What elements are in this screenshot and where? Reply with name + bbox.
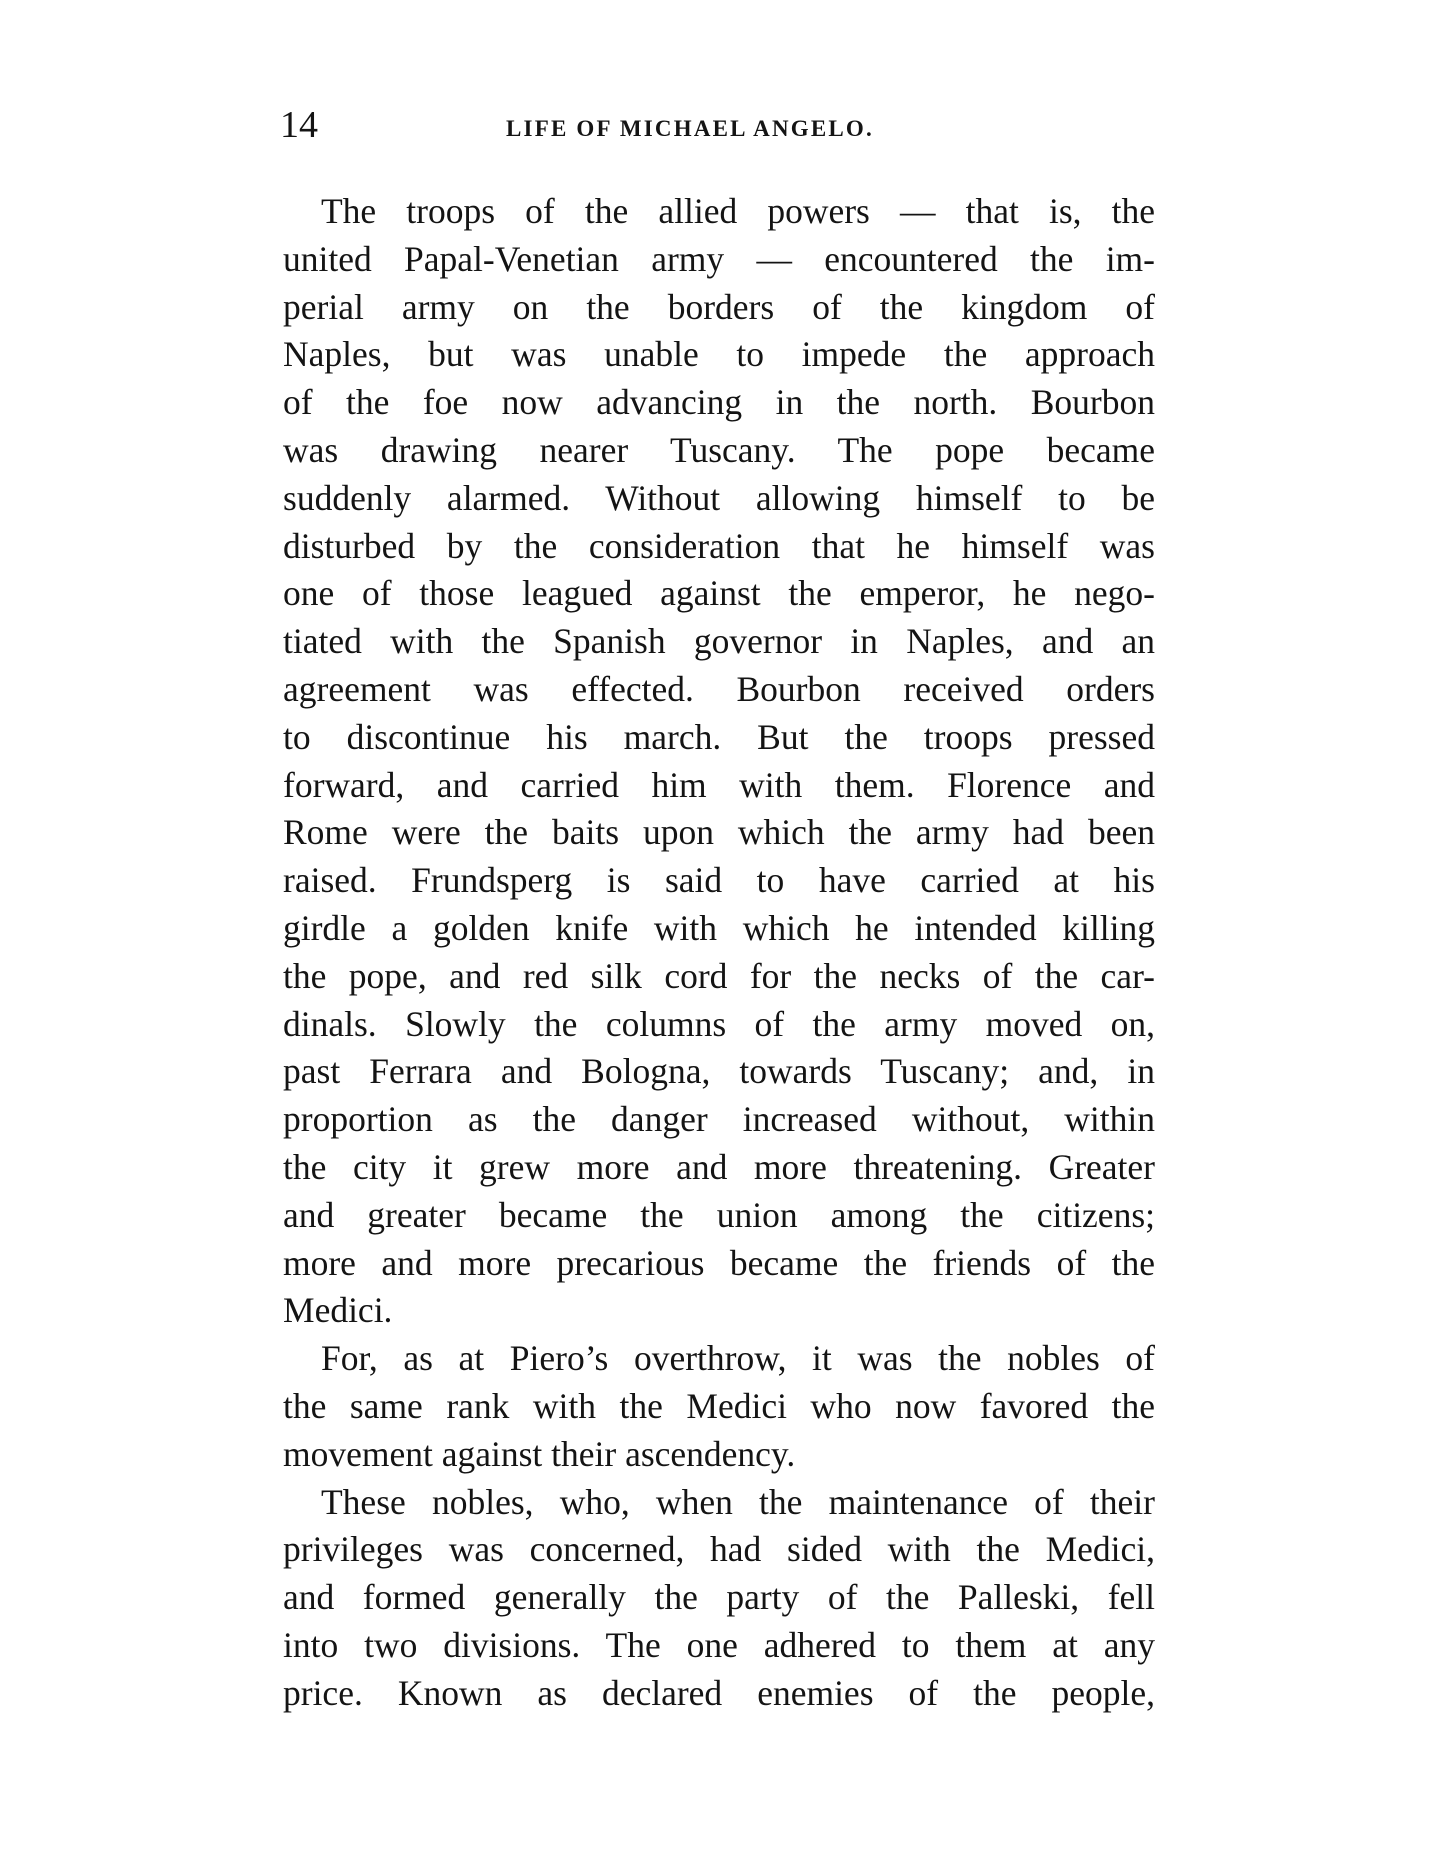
text-line: was drawing nearer Tuscany. The pope became (283, 429, 1155, 470)
text-line: dinals. Slowly the columns of the army moved on, (283, 1003, 1155, 1044)
text-line: united Papal-Venetian army — encountered the im- (283, 238, 1155, 279)
paragraph (283, 1479, 1155, 1718)
text-line: movement against their ascendency. (283, 1433, 796, 1474)
text-line: The troops of the allied powers — that is, the (321, 191, 1155, 231)
text-line: These nobles, who, when the maintenance of their (321, 1481, 1155, 1522)
text-line: raised. Frundsperg is said to have carried at his (283, 860, 1155, 901)
text-line: and greater became the union among the citizens; (283, 1194, 1155, 1235)
text-line: agreement was effected. Bourbon received orders (283, 668, 1155, 709)
text-line: proportion as the danger increased without, within (283, 1099, 1155, 1140)
text-line: Medici. (283, 1290, 393, 1331)
text-line: to discontinue his march. But the troops pressed (283, 716, 1155, 757)
running-title: LIFE OF MICHAEL ANGELO. (506, 116, 874, 141)
text-line: tiated with the Spanish governor in Naples, and an (283, 621, 1155, 662)
text-line: Rome were the baits upon which the army had been (283, 812, 1155, 853)
text-line: Naples, but was unable to impede the approach (283, 334, 1155, 375)
text-line: For, as at Piero’s overthrow, it was the nobles of (321, 1338, 1155, 1379)
text-line: disturbed by the consideration that he himself was (283, 525, 1155, 566)
text-line: price. Known as declared enemies of the people, (283, 1672, 1155, 1713)
text-line: and formed generally the party of the Palleski, fell (283, 1577, 1155, 1618)
text-line: the city it grew more and more threatening. Greater (283, 1146, 1155, 1187)
text-line: past Ferrara and Bologna, towards Tuscany; and, in (283, 1051, 1155, 1092)
text-line: girdle a golden knife with which he intended killing (283, 907, 1155, 948)
text-line: the pope, and red silk cord for the necks of the car- (283, 955, 1155, 996)
text-line: privileges was concerned, had sided with the Medici, (283, 1529, 1155, 1570)
body-text (283, 188, 1155, 1718)
running-head (278, 100, 1158, 150)
text-line: of the foe now advancing in the north. Bourbon (283, 382, 1155, 423)
text-line: one of those leagued against the emperor, he nego- (283, 573, 1155, 614)
text-line: the same rank with the Medici who now favored the (283, 1385, 1155, 1426)
paragraph (283, 1335, 1155, 1478)
paragraph (283, 188, 1155, 1335)
text-line: suddenly alarmed. Without allowing himself to be (283, 477, 1155, 518)
text-line: forward, and carried him with them. Florence and (283, 764, 1155, 805)
page-number: 14 (280, 104, 318, 146)
text-line: more and more precarious became the friends of the (283, 1242, 1155, 1283)
text-line: into two divisions. The one adhered to them at any (283, 1624, 1155, 1665)
text-line: perial army on the borders of the kingdom of (283, 286, 1155, 327)
